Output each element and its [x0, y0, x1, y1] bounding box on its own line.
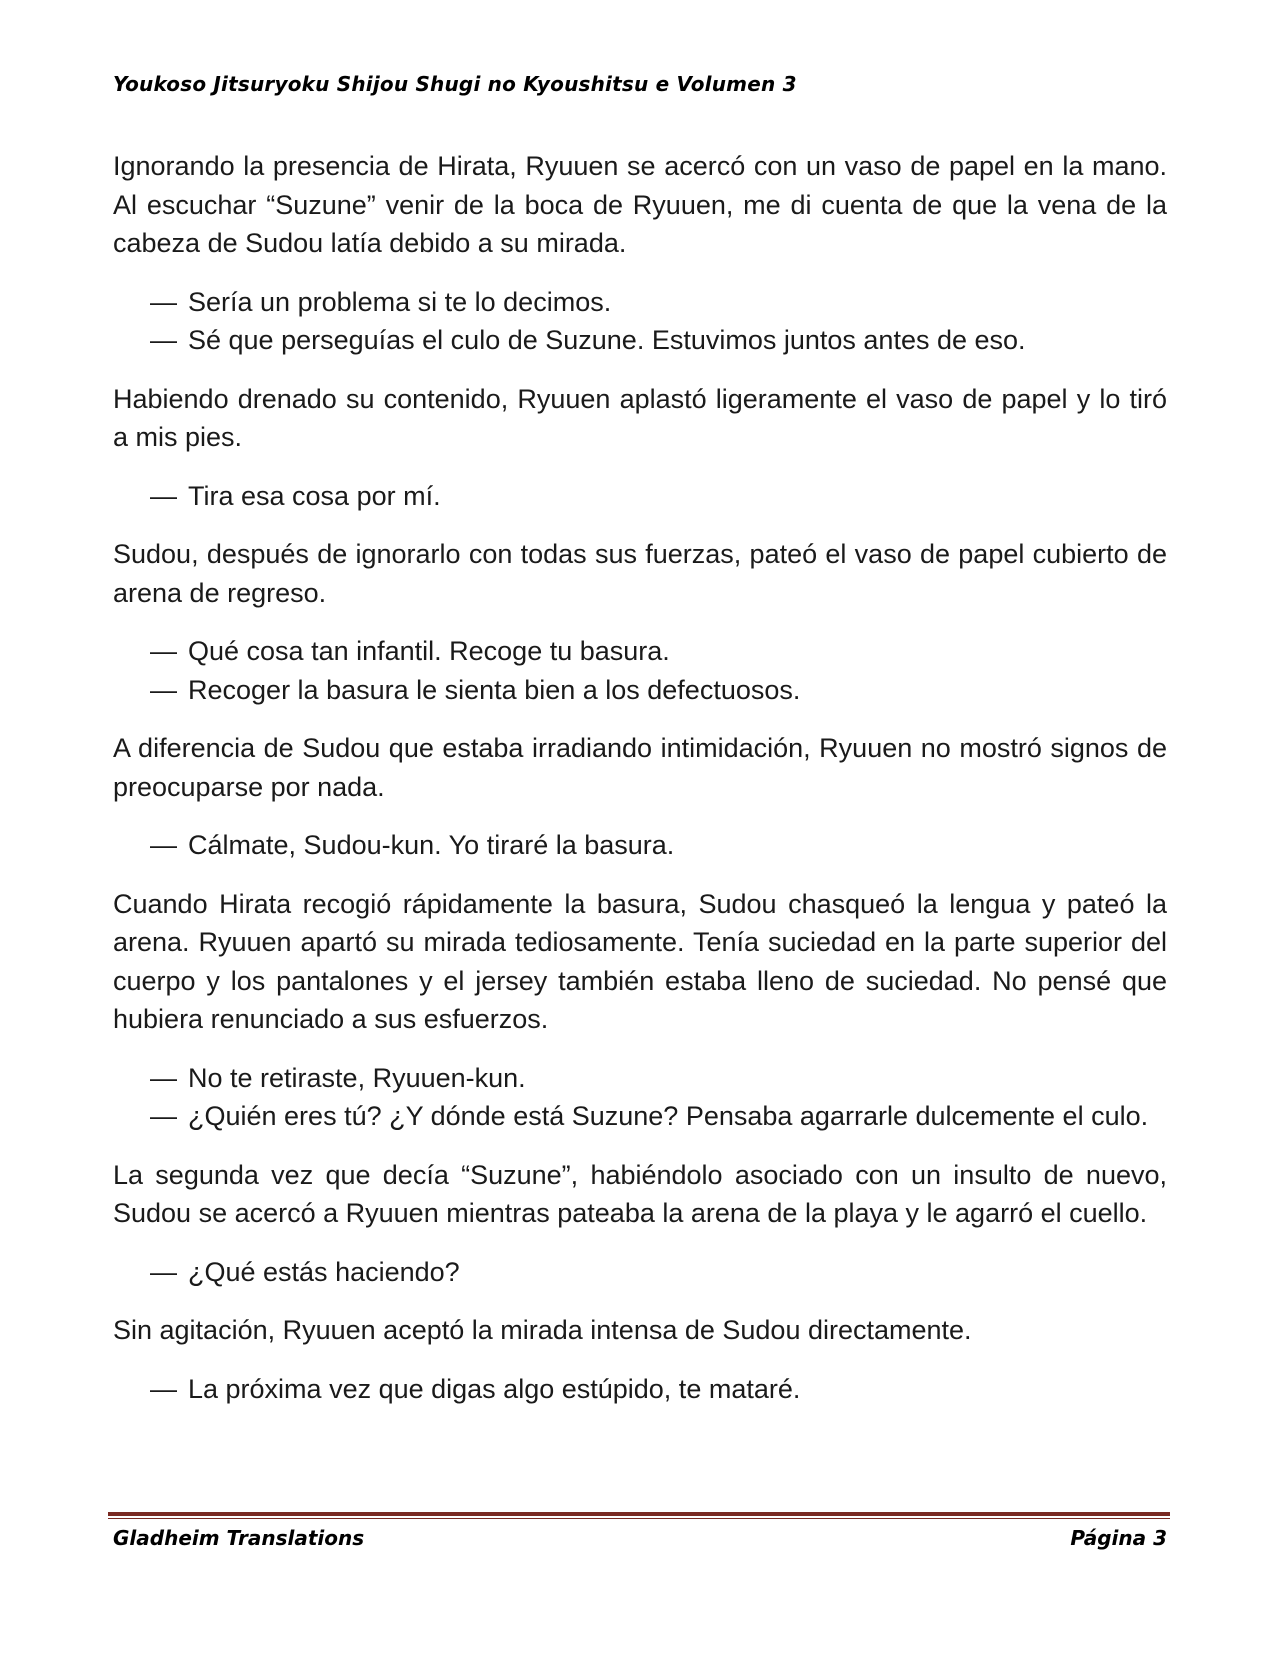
footer-divider-thin: [108, 1518, 1170, 1519]
dialogue-text: No te retiraste, Ryuuen-kun.: [188, 1062, 526, 1093]
dialogue-text: ¿Quién eres tú? ¿Y dónde está Suzune? Pensaba agarrarle dulcemente el culo.: [188, 1101, 1149, 1131]
paragraph: Sin agitación, Ryuuen aceptó la mirada intensa de Sudou directamente.: [113, 1315, 972, 1345]
paragraph: Cuando Hirata recogió rápidamente la basura, Sudou chasqueó la lengua y pateó la arena. Ryuuen apartó su mirada tediosamente. Tenía suciedad en la parte superior del cuerpo y los pantalones y el jersey también estaba lleno de suciedad. No pensé que hubiera renunciado a sus esfuerzos.: [113, 888, 1167, 1034]
em-dash: —: [150, 325, 177, 355]
em-dash: —: [150, 1373, 177, 1404]
page-header-title: Youkoso Jitsuryoku Shijou Shugi no Kyoushitsu e Volumen 3: [113, 72, 797, 96]
dialogue-text: Qué cosa tan infantil. Recoge tu basura.: [188, 636, 670, 666]
em-dash: —: [150, 636, 177, 666]
em-dash: —: [150, 830, 177, 860]
paragraph: A diferencia de Sudou que estaba irradiando intimidación, Ryuuen no mostró signos de preocuparse por nada.: [113, 733, 1167, 802]
dialogue-group: [113, 283, 1167, 360]
dialogue-line: [150, 1097, 1167, 1136]
dialogue-text: Cálmate, Sudou-kun. Yo tiraré la basura.: [188, 830, 675, 860]
footer-divider: [108, 1512, 1170, 1516]
em-dash: —: [150, 480, 177, 511]
em-dash: —: [150, 674, 177, 705]
paragraph: Ignorando la presencia de Hirata, Ryuuen se acercó con un vaso de papel en la mano. Al escuchar “Suzune” venir de la boca de Ryuuen, me di cuenta de que la vena de la cabeza de Sudou latía debido a su mirada.: [113, 151, 1167, 258]
page-number: Página 3: [1070, 1526, 1167, 1550]
dialogue-group: [113, 1059, 1167, 1136]
paragraph: Habiendo drenado su contenido, Ryuuen aplastó ligeramente el vaso de papel y lo tiró a mis pies.: [113, 383, 1167, 452]
dialogue-text: Tira esa cosa por mí.: [188, 480, 441, 511]
dialogue-group: [113, 826, 1167, 865]
em-dash: —: [150, 1256, 177, 1287]
dialogue-line: [150, 826, 1167, 865]
dialogue-text: Sé que perseguías el culo de Suzune. Estuvimos juntos antes de eso.: [188, 325, 1026, 355]
dialogue-line: [150, 1253, 1167, 1292]
dialogue-text: Sería un problema si te lo decimos.: [188, 286, 612, 317]
dialogue-group: [113, 1370, 1167, 1409]
dialogue-line: [150, 1370, 1167, 1409]
dialogue-line: [150, 1059, 1167, 1098]
dialogue-line: [150, 283, 1167, 322]
dialogue-group: [113, 477, 1167, 516]
page-body: [113, 147, 1167, 1428]
footer-publisher: Gladheim Translations: [113, 1526, 365, 1550]
dialogue-text: ¿Qué estás haciendo?: [188, 1256, 460, 1287]
dialogue-line: [150, 632, 1167, 671]
dialogue-text: Recoger la basura le sienta bien a los defectuosos.: [188, 674, 801, 705]
em-dash: —: [150, 1101, 177, 1131]
dialogue-group: [113, 632, 1167, 709]
dialogue-group: [113, 1253, 1167, 1292]
dialogue-line: [150, 477, 1167, 516]
em-dash: —: [150, 286, 177, 317]
paragraph: Sudou, después de ignorarlo con todas sus fuerzas, pateó el vaso de papel cubierto de arena de regreso.: [113, 539, 1167, 608]
paragraph: La segunda vez que decía “Suzune”, habiéndolo asociado con un insulto de nuevo, Sudou se acercó a Ryuuen mientras pateaba la arena de la playa y le agarró el cuello.: [113, 1159, 1167, 1228]
dialogue-line: [150, 321, 1167, 360]
dialogue-text: La próxima vez que digas algo estúpido, te mataré.: [188, 1373, 801, 1404]
dialogue-line: [150, 671, 1167, 710]
em-dash: —: [150, 1062, 177, 1093]
